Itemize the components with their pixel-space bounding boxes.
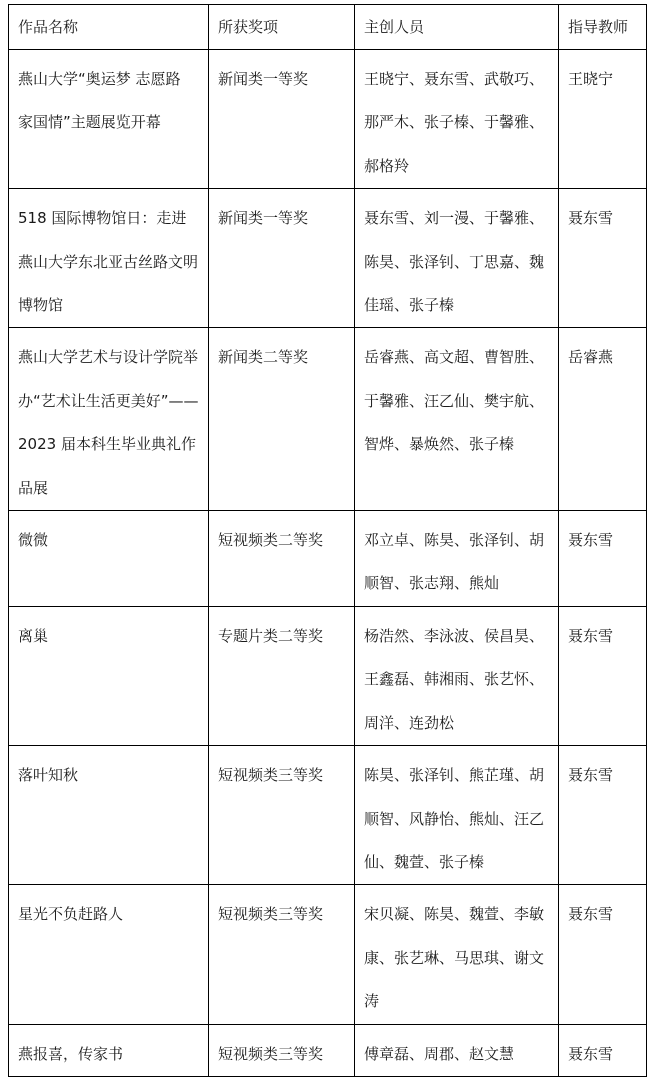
work-name-cell: 518 国际博物馆日：走进燕山大学东北亚古丝路文明博物馆 [9,189,209,328]
creators-cell: 岳睿燕、高文超、曹智胜、于馨雅、汪乙仙、樊宇航、智烨、暴焕然、张子榛 [355,328,559,511]
table-row [9,885,647,1024]
award-cell: 短视频类二等奖 [209,511,355,607]
advisor-cell: 聂东雪 [559,1024,647,1076]
header-creators: 主创人员 [355,5,559,50]
advisor-cell: 王晓宁 [559,50,647,189]
table-row [9,511,647,607]
creators-cell: 宋贝凝、陈昊、魏萱、李敏康、张艺琳、马思琪、谢文涛 [355,885,559,1024]
award-cell: 专题片类二等奖 [209,606,355,745]
header-award: 所获奖项 [209,5,355,50]
award-cell: 新闻类一等奖 [209,50,355,189]
work-name-cell: 离巢 [9,606,209,745]
table-row [9,50,647,189]
advisor-cell: 聂东雪 [559,606,647,745]
award-cell: 短视频类三等奖 [209,746,355,885]
work-name-cell: 燕山大学艺术与设计学院举办“艺术让生活更美好”——2023 届本科生毕业典礼作品展 [9,328,209,511]
awards-table [8,4,647,1077]
award-cell: 新闻类一等奖 [209,189,355,328]
work-name-cell: 星光不负赶路人 [9,885,209,1024]
creators-cell: 聂东雪、刘一漫、于馨雅、陈昊、张泽钊、丁思嘉、魏佳瑶、张子榛 [355,189,559,328]
award-cell: 短视频类三等奖 [209,885,355,1024]
table-row [9,1024,647,1076]
table-row [9,606,647,745]
advisor-cell: 聂东雪 [559,746,647,885]
work-name-cell: 燕山大学“奥运梦 志愿路 家国情”主题展览开幕 [9,50,209,189]
award-cell: 短视频类三等奖 [209,1024,355,1076]
advisor-cell: 聂东雪 [559,511,647,607]
creators-cell: 傅章磊、周郡、赵文慧 [355,1024,559,1076]
advisor-cell: 聂东雪 [559,885,647,1024]
creators-cell: 杨浩然、李泳波、侯昌昊、王鑫磊、韩湘雨、张艺怀、周洋、连劲松 [355,606,559,745]
table-header-row [9,5,647,50]
advisor-cell: 聂东雪 [559,189,647,328]
award-cell: 新闻类二等奖 [209,328,355,511]
work-name-cell: 燕报喜，传家书 [9,1024,209,1076]
work-name-cell: 落叶知秋 [9,746,209,885]
header-work-name: 作品名称 [9,5,209,50]
header-advisor: 指导教师 [559,5,647,50]
work-name-cell: 微微 [9,511,209,607]
table-row [9,189,647,328]
creators-cell: 邓立卓、陈昊、张泽钊、胡顺智、张志翔、熊灿 [355,511,559,607]
table-row [9,328,647,511]
creators-cell: 王晓宁、聂东雪、武敬巧、那严木、张子榛、于馨雅、郝格羚 [355,50,559,189]
creators-cell: 陈昊、张泽钊、熊芷瑾、胡顺智、风静怡、熊灿、汪乙仙、魏萱、张子榛 [355,746,559,885]
advisor-cell: 岳睿燕 [559,328,647,511]
table-row [9,746,647,885]
